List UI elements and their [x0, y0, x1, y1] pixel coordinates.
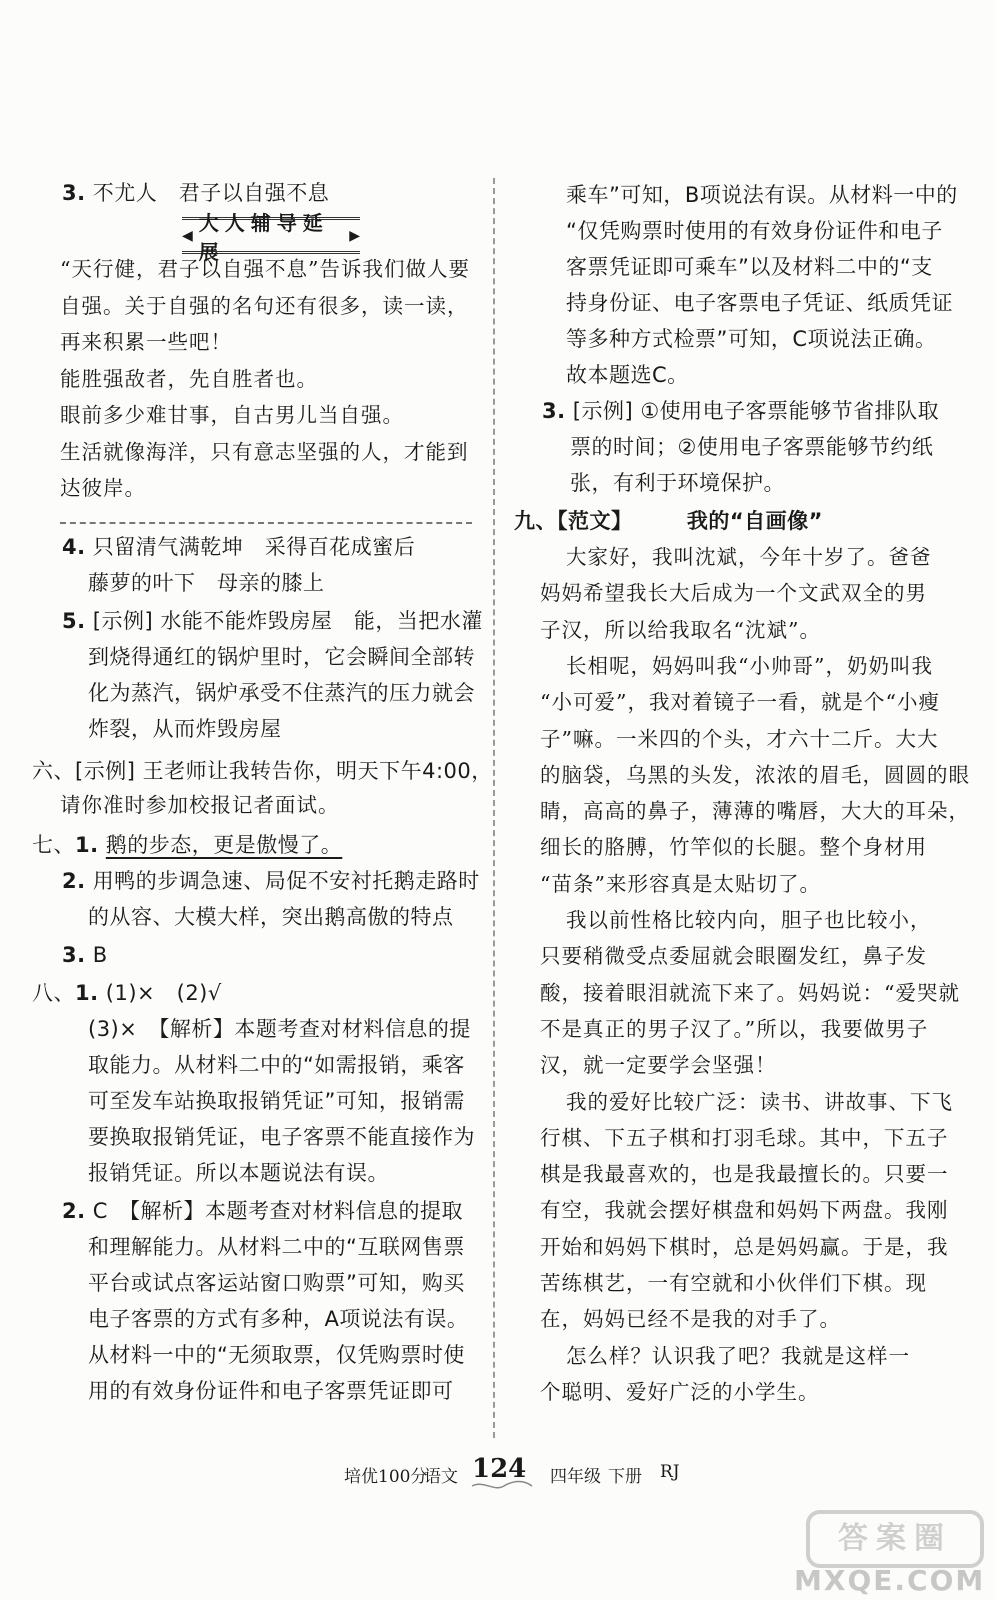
cont-line: 客票凭证即可乘车”以及材料二中的“支: [566, 255, 933, 279]
essay-line: 睛，高高的鼻子，薄薄的嘴唇，大大的耳朵，: [540, 799, 970, 824]
essay-line: 细长的胳膊，竹竿似的长腿。整个身材用: [540, 835, 927, 860]
section-8-answer-2-line5: 从材料一中的“无须取票，仅凭购票时使: [88, 1343, 465, 1367]
section-8-answer-1-line4: 可至发车站换取报销凭证”可知，报销需: [88, 1089, 465, 1113]
essay-line: 开始和妈妈下棋时，总是妈妈赢。于是，我: [540, 1234, 949, 1259]
section-7-answer-1: 七、1. 鹅的步态，更是傲慢了。: [32, 833, 343, 857]
section-8-answer-2-line4: 电子客票的方式有多种，A项说法有误。: [88, 1307, 469, 1331]
section-9-heading: 九、【范文】 我的“自画像”: [514, 509, 823, 533]
section-8-answer-2-line2: 和理解能力。从材料二中的“互联网售票: [88, 1235, 465, 1259]
column-divider: [493, 178, 495, 1438]
essay-line: 怎么样？认识我了吧？我就是这样一: [566, 1343, 910, 1368]
section-8-answer-2-line1: 2. C 【解析】本题考查对材料信息的提取: [62, 1199, 463, 1223]
ext-line: 生活就像海洋，只有意志坚强的人，才能到: [60, 439, 469, 464]
section-7-answer-2-line2: 的从容、大模大样，突出鹅高傲的特点: [88, 905, 454, 929]
essay-line: 的脑袋，乌黑的头发，浓浓的眉毛，圆圆的眼: [540, 762, 970, 787]
footer-subject: 语文: [424, 1467, 458, 1487]
essay-line: 在，妈妈已经不是我的对手了。: [540, 1307, 841, 1332]
essay-line: “苗条”来形容真是太贴切了。: [540, 871, 821, 896]
ext-line: 能胜强敌者，先自胜者也。: [60, 366, 318, 391]
page-footer: [0, 1452, 996, 1492]
essay-line: 妈妈希望我长大后成为一个文武双全的男: [540, 581, 927, 606]
ext-line: 达彼岸。: [60, 476, 146, 500]
section-8-answer-1-line3: 取能力。从材料二中的“如需报销，乘客: [88, 1053, 465, 1077]
essay-line: “小可爱”，我对着镜子一看，就是个“小瘦: [540, 690, 940, 715]
essay-line: 长相呢，妈妈叫我“小帅哥”，奶奶叫我: [566, 653, 933, 678]
dashed-divider: [60, 522, 472, 524]
section-8-answer-2-line3: 平台或试点客运站窗口购票”可知，购买: [88, 1271, 465, 1295]
section-8-answer-1-line1: 八、1. (1)× (2)√: [32, 981, 222, 1005]
swirl-ornament-icon: [470, 1480, 534, 1492]
answer-4-line2: 藤萝的叶下 母亲的膝上: [88, 571, 325, 595]
footer-grade: 四年级: [550, 1467, 601, 1487]
footer-volume: 下册: [608, 1467, 642, 1487]
watermark: [786, 1510, 986, 1596]
section-7-answer-2-line1: 2. 用鸭的步调急速、局促不安衬托鹅走路时: [62, 869, 480, 893]
essay-line: 棋是我最喜欢的，也是我最擅长的。只要一: [540, 1162, 949, 1187]
ext-line: 自强。关于自强的名句还有很多，读一读，: [60, 293, 469, 318]
essay-line: 酸，接着眼泪就流下来了。妈妈说：“爱哭就: [540, 980, 960, 1005]
cont-line: 持身份证、电子客票电子凭证、纸质凭证: [566, 291, 953, 315]
essay-line: 行棋、下五子棋和打羽毛球。其中，下五子: [540, 1125, 949, 1150]
footer-edition: RJ: [660, 1462, 680, 1482]
section-8-answer-1-line2: (3)× 【解析】本题考查对材料信息的提: [88, 1017, 471, 1041]
essay-line: 子汉，所以给我取名“沈斌”。: [540, 617, 821, 642]
cont-line: “仅凭购票时使用的有效身份证件和电子: [566, 219, 943, 243]
section-8-answer-1-line6: 报销凭证。所以本题说法有误。: [88, 1161, 389, 1185]
answer-3: 3. 不尤人 君子以自强不息: [62, 181, 330, 205]
essay-line: 汉，就一定要学会坚强！: [540, 1053, 777, 1078]
right-answer-3-line2: 票的时间；②使用电子客票能够节约纸: [570, 435, 934, 459]
section-6-line2: 请你准时参加校报记者面试。: [60, 793, 340, 817]
answer-5-line4: 炸裂，从而炸毁房屋: [88, 717, 282, 741]
answer-5-line1: 5. [示例] 水能不能炸毁房屋 能，当把水灌: [62, 609, 483, 633]
extension-banner: ◀ 大人辅导延展 ▶: [182, 210, 360, 264]
section-8-answer-2-line6: 用的有效身份证件和电子客票凭证即可: [88, 1379, 454, 1403]
cont-line: 故本题选C。: [566, 363, 689, 387]
section-7-answer-3: 3. B: [62, 943, 108, 967]
chevron-left-icon: ◀: [182, 227, 193, 244]
section-8-answer-1-line5: 要换取报销凭证，电子客票不能直接作为: [88, 1125, 475, 1149]
essay-line: 子”嘛。一米四的个头，才六十二斤。大大: [540, 726, 939, 751]
right-answer-3-line3: 张，有利于环境保护。: [570, 471, 785, 495]
answer-4-line1: 4. 只留清气满乾坤 采得百花成蜜后: [62, 535, 416, 559]
essay-line: 不是真正的男子汉了。”所以，我要做男子: [540, 1016, 929, 1041]
section-6-line1: 六、[示例] 王老师让我转告你，明天下午4:00，: [32, 759, 493, 783]
essay-line: 大家好，我叫沈斌，今年十岁了。爸爸: [566, 545, 932, 569]
ext-line: 再来积累一些吧！: [60, 330, 232, 354]
essay-line: 个聪明、爱好广泛的小学生。: [540, 1379, 820, 1404]
page-number: 124: [472, 1454, 527, 1484]
essay-line: 我以前性格比较内向，胆子也比较小，: [566, 908, 932, 932]
essay-line: 有空，我就会摆好棋盘和妈妈下两盘。我刚: [540, 1198, 949, 1223]
watermark-site: MXQE.COM: [794, 1564, 986, 1597]
essay-line: 苦练棋艺，一有空就和小伙伴们下棋。现: [540, 1271, 927, 1295]
watermark-logo: 答案圈: [806, 1510, 984, 1568]
cont-line: 乘车”可知，B项说法有误。从材料一中的: [566, 183, 958, 207]
chevron-right-icon: ▶: [349, 227, 360, 244]
answer-5-line3: 化为蒸汽，锅炉承受不住蒸汽的压力就会: [88, 681, 475, 705]
essay-line: 只要稍微受点委屈就会眼圈发红，鼻子发: [540, 944, 927, 969]
footer-book: 培优100分: [344, 1467, 428, 1487]
right-answer-3-line1: 3. [示例] ①使用电子客票能够节省排队取: [542, 399, 940, 423]
essay-line: 我的爱好比较广泛：读书、讲故事、下飞: [566, 1089, 953, 1114]
cont-line: 等多种方式检票”可知，C项说法正确。: [566, 327, 937, 351]
answer-5-line2: 到烧得通红的锅炉里时，它会瞬间全部转: [88, 645, 475, 669]
ext-line: 眼前多少难甘事，自古男儿当自强。: [60, 403, 404, 427]
ext-line: “天行健，君子以自强不息”告诉我们做人要: [60, 257, 470, 281]
